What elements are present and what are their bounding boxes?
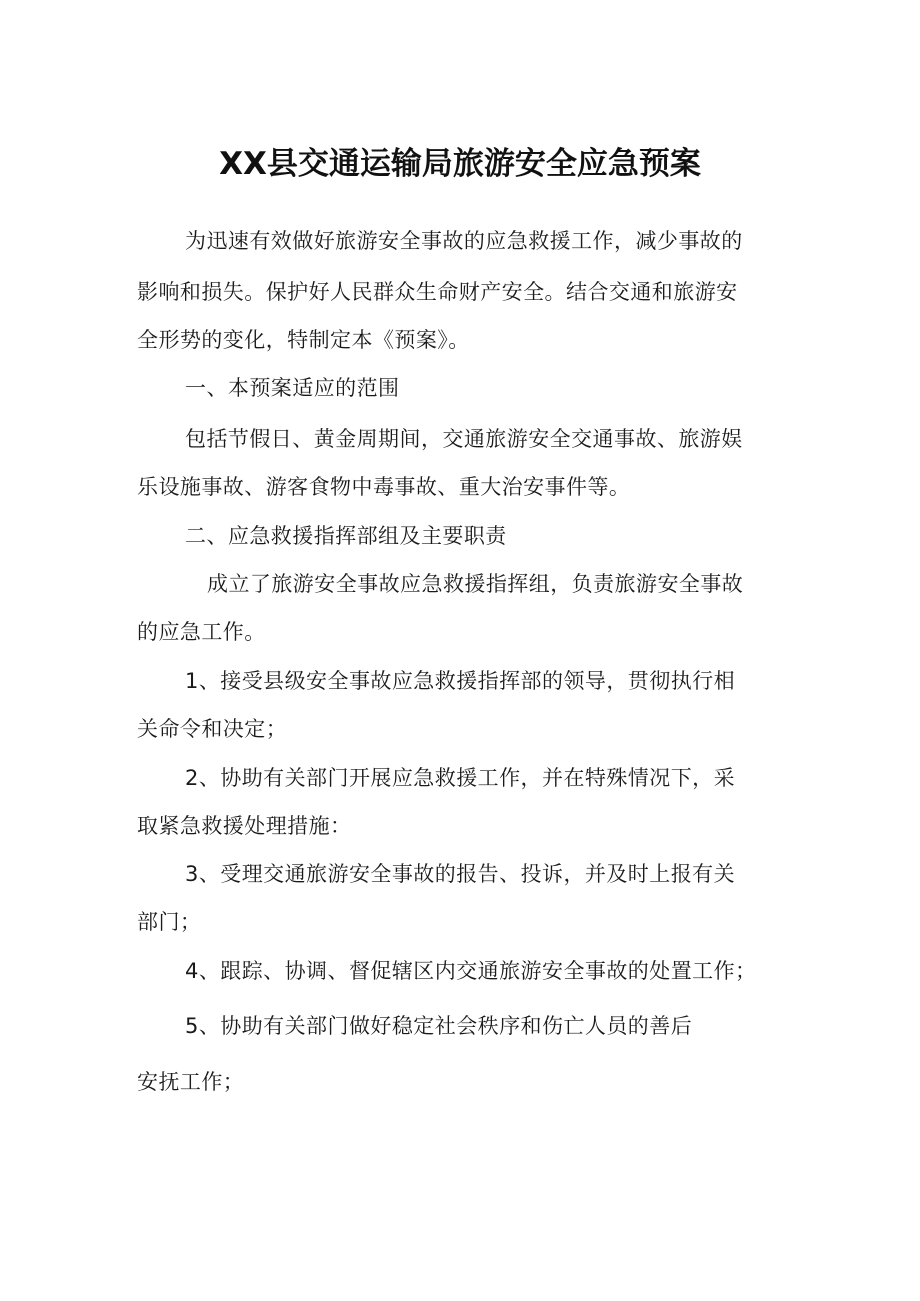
- intro-line-3: 全形势的变化，特制定本《预案》。: [137, 328, 470, 352]
- list-item-2: [185, 764, 735, 792]
- list-item-text: 、协助有关部门做好稳定社会秩序和伤亡人员的善后: [198, 1014, 693, 1038]
- list-item-4: [185, 957, 757, 985]
- section1-heading: 一、本预案适应的范围: [185, 376, 400, 400]
- list-item-text: 、受理交通旅游安全事故的报告、投诉，并及时上报有关: [198, 862, 736, 886]
- list-item-number: 3: [185, 862, 199, 886]
- section2-line-2: 的应急工作。: [137, 620, 266, 644]
- list-item-2-cont: 取紧急救援处理措施：: [137, 814, 352, 838]
- intro-line-2: 影响和损失。保护好人民群众生命财产安全。结合交通和旅游安: [137, 280, 738, 304]
- list-item-text: 、跟踪、协调、督促辖区内交通旅游安全事故的处置工作；: [198, 959, 757, 983]
- list-item-1-cont: 关命令和决定；: [137, 717, 288, 741]
- section2-heading: 二、应急救援指挥部组及主要职责: [185, 524, 507, 548]
- list-item-3-cont: 部门；: [137, 910, 202, 934]
- list-item-text: 、协助有关部门开展应急救援工作，并在特殊情况下，采: [198, 766, 736, 790]
- section1-line-2: 乐设施事故、游客食物中毒事故、重大治安事件等。: [137, 475, 631, 499]
- list-item-text: 、接受县级安全事故应急救援指挥部的领导，贯彻执行相: [198, 669, 736, 693]
- intro-line-1: 为迅速有效做好旅游安全事故的应急救援工作，减少事故的: [185, 229, 743, 253]
- list-item-3: [185, 860, 735, 888]
- list-item-1: [185, 667, 735, 695]
- section2-line-1: 成立了旅游安全事故应急救援指挥组，负责旅游安全事故: [207, 572, 744, 596]
- document-title: XX县交通运输局旅游安全应急预案: [219, 146, 701, 182]
- list-item-5: [185, 1012, 692, 1040]
- section1-line-1: 包括节假日、黄金周期间，交通旅游安全交通事故、旅游娱: [185, 427, 743, 451]
- list-item-number: 5: [185, 1014, 199, 1038]
- list-item-5-cont: 安抚工作；: [137, 1070, 245, 1094]
- list-item-number: 4: [185, 959, 199, 983]
- list-item-number: 1: [185, 669, 199, 693]
- list-item-number: 2: [185, 766, 199, 790]
